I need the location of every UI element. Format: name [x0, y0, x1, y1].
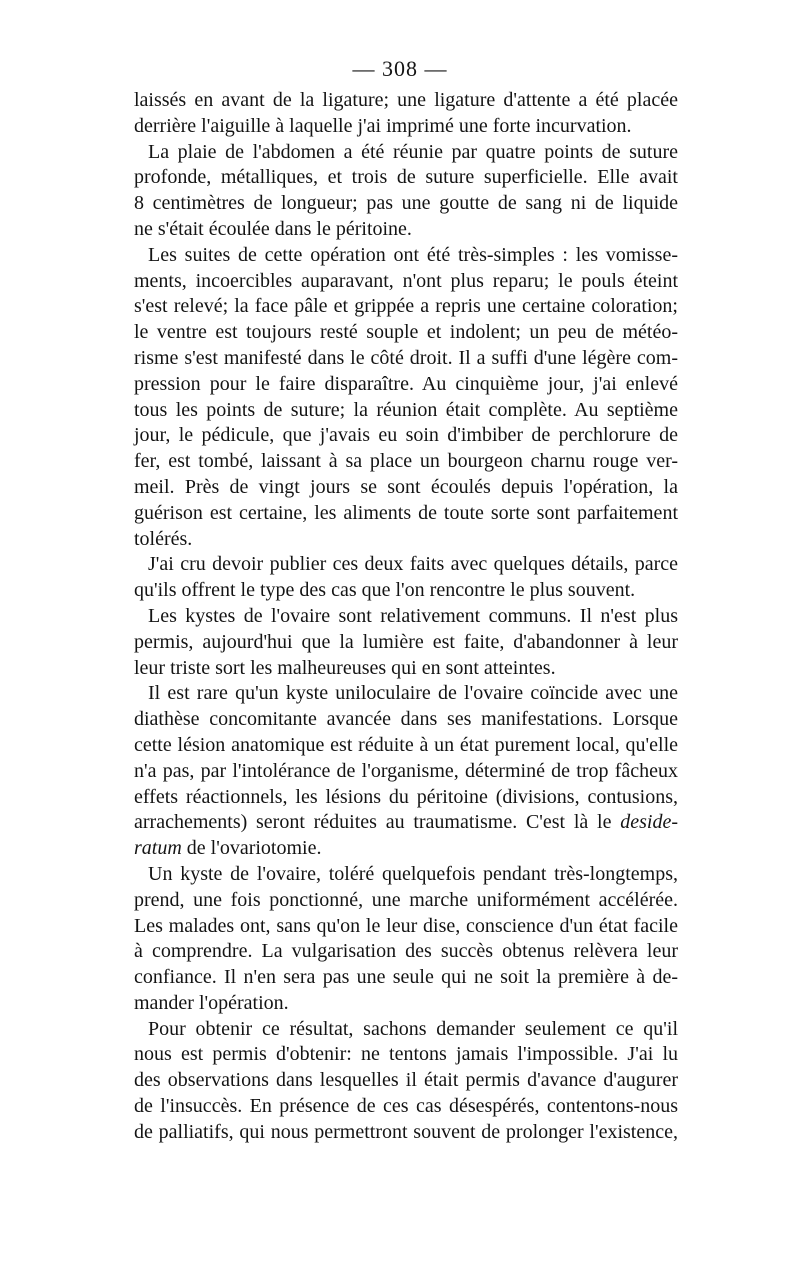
text-line: 8 centimètres de longueur; pas une goutte de sang ni de liquide	[134, 192, 678, 215]
text-line: meil. Près de vingt jours se sont écoulés depuis l'opération, la	[134, 475, 678, 498]
text-line: qu'ils offrent le type des cas que l'on rencontre le plus souvent.	[134, 579, 636, 602]
text-line: nous est permis d'obtenir: ne tentons jamais l'impossible. J'ai lu	[134, 1043, 678, 1066]
text-line: ments, incoercibles auparavant, n'ont plus reparu; le pouls éteint	[134, 269, 678, 292]
text-line: Pour obtenir ce résultat, sachons demander seulement ce qu'il	[148, 1017, 678, 1040]
text-line: confiance. Il n'en sera pas une seule qui ne soit la première à de-	[134, 966, 678, 989]
text-line: cette lésion anatomique est réduite à un état purement local, qu'elle	[134, 733, 678, 756]
text-line: tolérés.	[134, 527, 193, 550]
text-line	[134, 836, 678, 862]
text-line: effets réactionnels, les lésions du péritoine (divisions, contusions,	[134, 785, 678, 808]
page-number: — 308 —	[352, 56, 448, 81]
text-line	[134, 810, 678, 836]
text-line: prend, une fois ponctionné, une marche uniformément accélérée.	[134, 888, 678, 911]
text-line: s'est relevé; la face pâle et grippée a repris une certaine coloration;	[134, 295, 678, 318]
text-line: permis, aujourd'hui que la lumière est faite, d'abandonner à leur	[134, 630, 678, 653]
text-line: profonde, métalliques, et trois de suture superficielle. Elle avait	[134, 166, 678, 189]
text-line: des observations dans lesquelles il était permis d'avance d'augurer	[134, 1069, 678, 1092]
text-line: à comprendre. La vulgarisation des succès obtenus relèvera leur	[134, 940, 678, 963]
text-line: Les malades ont, sans qu'on le leur dise, conscience d'un état facile	[134, 914, 678, 937]
text-line: leur triste sort les malheureuses qui en sont atteintes.	[134, 656, 556, 679]
text-line: Il est rare qu'un kyste uniloculaire de l'ovaire coïncide avec une	[148, 682, 678, 705]
text-line: La plaie de l'abdomen a été réunie par quatre points de suture	[148, 140, 678, 163]
text-line: fer, est tombé, laissant à sa place un bourgeon charnu rouge ver-	[134, 450, 678, 473]
text-line: le ventre est toujours resté souple et indolent; un peu de météo-	[134, 321, 678, 344]
text-line: J'ai cru devoir publier ces deux faits avec quelques détails, parce	[148, 553, 678, 576]
italic-term: ratum	[134, 837, 182, 860]
body-text	[134, 88, 678, 1146]
text-line: Un kyste de l'ovaire, toléré quelquefois pendant très-longtemps,	[148, 862, 678, 885]
text-line: n'a pas, par l'intolérance de l'organisme, déterminé de trop fâcheux	[134, 759, 678, 782]
text-line-part: arrachements) seront réduites au traumatisme. C'est là le	[134, 811, 621, 834]
text-line: mander l'opération.	[134, 991, 289, 1014]
text-line: de palliatifs, qui nous permettront souvent de prolonger l'existence,	[134, 1120, 678, 1143]
text-line: tous les points de suture; la réunion était complète. Au septième	[134, 398, 678, 421]
text-line: laissés en avant de la ligature; une ligature d'attente a été placée	[134, 89, 678, 111]
text-line: ne s'était écoulée dans le péritoine.	[134, 217, 412, 240]
text-line-part: de l'ovariotomie.	[181, 837, 322, 860]
text-line: de l'insuccès. En présence de ces cas désespérés, contentons-nous	[134, 1095, 678, 1118]
text-line: pression pour le faire disparaître. Au cinquième jour, j'ai enlevé	[134, 372, 678, 395]
text-line: jour, le pédicule, que j'avais eu soin d'imbiber de perchlorure de	[134, 424, 678, 447]
text-line: diathèse concomitante avancée dans ses manifestations. Lorsque	[134, 708, 678, 731]
text-line: derrière l'aiguille à laquelle j'ai imprimé une forte incurvation.	[134, 114, 632, 137]
text-line: risme s'est manifesté dans le côté droit. Il a suffi d'une légère com-	[134, 346, 678, 369]
text-line: Les kystes de l'ovaire sont relativement communs. Il n'est plus	[148, 604, 678, 627]
text-line: guérison est certaine, les aliments de toute sorte sont parfaitement	[134, 501, 678, 524]
italic-term: deside-	[620, 811, 678, 834]
text-line: Les suites de cette opération ont été très-simples : les vomisse-	[148, 243, 678, 266]
